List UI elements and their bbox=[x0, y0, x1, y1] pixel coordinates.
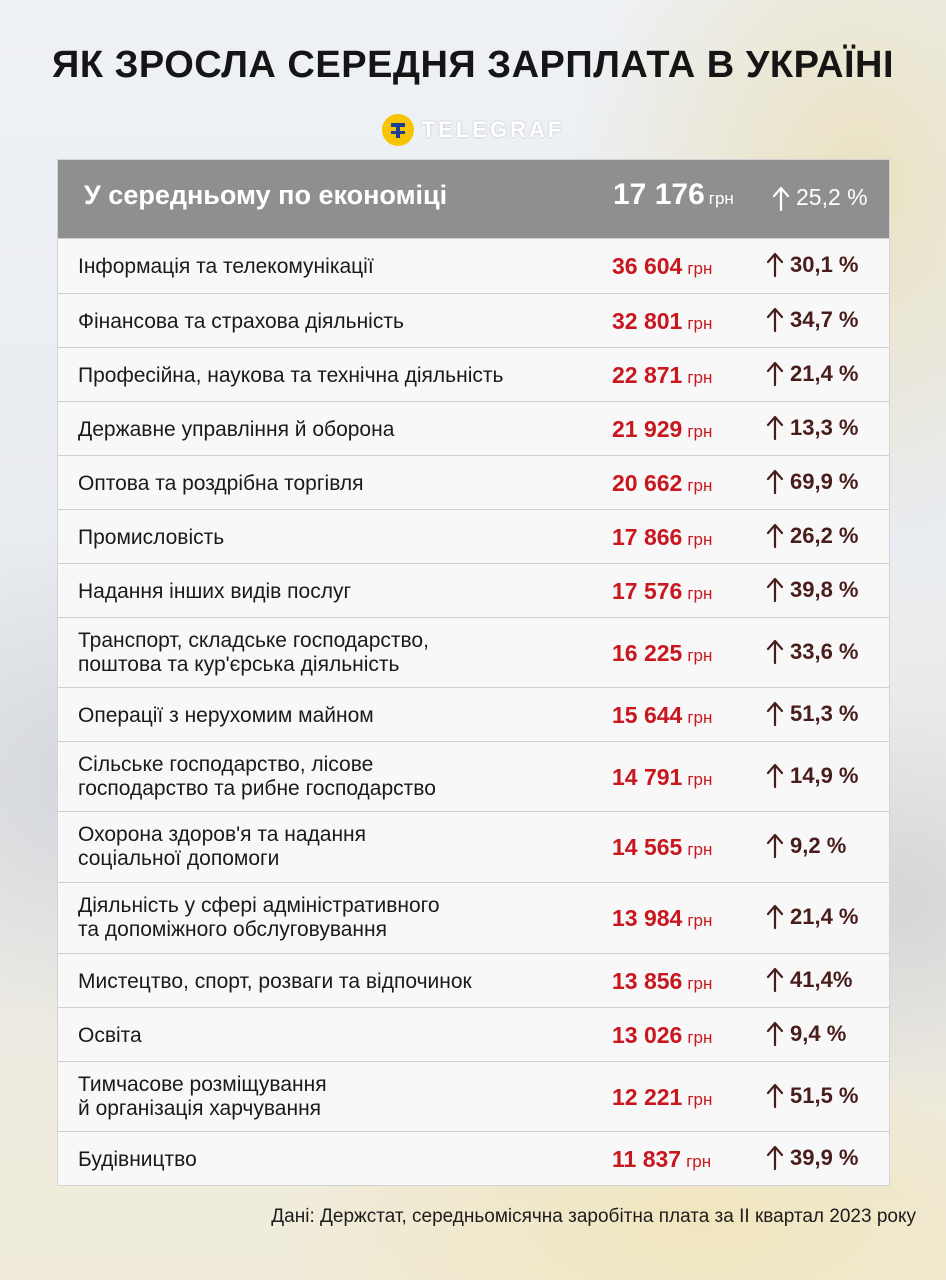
row-change bbox=[766, 469, 859, 495]
arrow-up-icon bbox=[766, 415, 784, 441]
row-value-number: 13 984 bbox=[612, 905, 683, 931]
row-label: Освіта bbox=[78, 1023, 142, 1047]
row-change bbox=[766, 307, 859, 333]
row-change bbox=[766, 639, 859, 665]
row-change bbox=[766, 1145, 859, 1171]
row-change-value: 26,2 % bbox=[790, 522, 859, 548]
row-label: Охорона здоров'я та надання соціальної допомоги bbox=[78, 823, 367, 870]
row-value-number: 14 565 bbox=[612, 834, 683, 860]
table-row bbox=[58, 509, 889, 563]
row-value bbox=[612, 416, 712, 443]
arrow-up-icon bbox=[766, 469, 784, 495]
row-value-number: 12 221 bbox=[612, 1083, 683, 1110]
row-value bbox=[612, 578, 712, 605]
row-change-value: 51,3 % bbox=[790, 700, 859, 726]
arrow-up-icon bbox=[766, 763, 784, 789]
row-value-unit: грн bbox=[687, 583, 713, 603]
summary-change bbox=[772, 184, 868, 212]
summary-value bbox=[613, 178, 734, 212]
row-value-number: 16 225 bbox=[612, 639, 683, 666]
row-label: Діяльність у сфері адміністративного та допоміжного обслуговування bbox=[78, 894, 440, 941]
row-change-value: 69,9 % bbox=[790, 468, 859, 494]
table-row bbox=[58, 687, 889, 741]
row-change bbox=[766, 833, 846, 859]
arrow-up-icon bbox=[766, 701, 784, 727]
summary-value-unit: грн bbox=[708, 189, 734, 208]
row-value bbox=[612, 702, 712, 729]
row-label: Мистецтво, спорт, розваги та відпочинок bbox=[78, 969, 472, 993]
row-value-unit: грн bbox=[687, 645, 713, 665]
row-value-number: 32 801 bbox=[612, 307, 683, 334]
row-change-value: 33,6 % bbox=[790, 638, 859, 664]
row-label: Державне управління й оборона bbox=[78, 417, 395, 441]
arrow-up-icon bbox=[766, 639, 784, 665]
row-value bbox=[612, 1084, 712, 1111]
row-value-number: 17 576 bbox=[612, 577, 683, 604]
row-value-unit: грн bbox=[687, 911, 713, 930]
row-value bbox=[612, 308, 712, 335]
table-row bbox=[58, 811, 889, 882]
row-value-number: 21 929 bbox=[612, 415, 683, 442]
row-label: Сільське господарство, лісове господарство та рибне господарство bbox=[78, 752, 436, 800]
row-label: Професійна, наукова та технічна діяльність bbox=[78, 363, 504, 387]
row-value bbox=[612, 1146, 711, 1173]
arrow-up-icon bbox=[772, 186, 790, 212]
row-value-number: 13 856 bbox=[612, 967, 683, 994]
row-value-number: 15 644 bbox=[612, 701, 683, 728]
row-value bbox=[612, 253, 712, 280]
row-change-value: 13,3 % bbox=[790, 414, 859, 440]
summary-value-number: 17 176 bbox=[613, 178, 705, 211]
row-label: Тимчасове розміщування й організація харчування bbox=[78, 1072, 327, 1120]
table-row bbox=[58, 1131, 889, 1185]
row-change-value: 39,9 % bbox=[790, 1144, 859, 1170]
row-value bbox=[612, 640, 712, 667]
arrow-up-icon bbox=[766, 361, 784, 387]
row-value-unit: грн bbox=[687, 367, 713, 387]
row-value-unit: грн bbox=[687, 973, 713, 993]
row-label: Інформація та телекомунікації bbox=[78, 255, 374, 278]
arrow-up-icon bbox=[766, 307, 784, 333]
row-change-value: 21,4 % bbox=[790, 904, 859, 929]
table-row bbox=[58, 238, 889, 293]
row-label: Транспорт, складське господарство, поштова та кур'єрська діяльність bbox=[78, 628, 429, 676]
row-change bbox=[766, 701, 859, 727]
row-value-unit: грн bbox=[686, 1151, 712, 1171]
row-value-unit: грн bbox=[687, 313, 713, 333]
row-value bbox=[612, 470, 712, 497]
row-value-number: 11 837 bbox=[612, 1145, 682, 1172]
table-row bbox=[58, 1061, 889, 1131]
summary-label: У середньому по економіці bbox=[84, 180, 448, 210]
table-body bbox=[58, 238, 889, 1185]
row-label: Надання інших видів послуг bbox=[78, 579, 352, 603]
arrow-up-icon bbox=[766, 904, 784, 930]
row-value-unit: грн bbox=[687, 529, 713, 549]
arrow-up-icon bbox=[766, 967, 784, 993]
row-value bbox=[612, 834, 712, 861]
row-value-unit: грн bbox=[687, 421, 713, 441]
row-value-number: 17 866 bbox=[612, 523, 683, 550]
table-row bbox=[58, 741, 889, 811]
row-value-unit: грн bbox=[687, 259, 713, 278]
table-row bbox=[58, 347, 889, 401]
row-value bbox=[612, 764, 712, 791]
table-row bbox=[58, 953, 889, 1007]
row-change-value: 14,9 % bbox=[790, 762, 859, 788]
row-change-value: 41,4% bbox=[790, 966, 853, 992]
table-row bbox=[58, 455, 889, 509]
table-row bbox=[58, 617, 889, 687]
row-change bbox=[766, 1083, 859, 1109]
salary-table bbox=[57, 159, 890, 1186]
arrow-up-icon bbox=[766, 523, 784, 549]
row-value-unit: грн bbox=[687, 840, 713, 859]
row-change bbox=[766, 252, 859, 278]
brand-name: TELEGRAF bbox=[421, 117, 565, 142]
row-change bbox=[766, 967, 852, 993]
row-value bbox=[612, 362, 712, 389]
row-change-value: 34,7 % bbox=[790, 306, 859, 332]
table-row bbox=[58, 882, 889, 953]
row-value-unit: грн bbox=[687, 769, 713, 789]
row-change-value: 51,5 % bbox=[790, 1082, 859, 1108]
row-value-number: 13 026 bbox=[612, 1021, 683, 1048]
row-change-value: 21,4 % bbox=[790, 360, 859, 386]
row-change bbox=[766, 577, 859, 603]
row-change bbox=[766, 415, 859, 441]
arrow-up-icon bbox=[766, 252, 784, 278]
table-row bbox=[58, 563, 889, 617]
summary-change-value: 25,2 % bbox=[796, 184, 868, 210]
arrow-up-icon bbox=[766, 833, 784, 859]
row-value-unit: грн bbox=[687, 1089, 713, 1109]
row-label: Будівництво bbox=[78, 1147, 197, 1171]
arrow-up-icon bbox=[766, 1145, 784, 1171]
table-row bbox=[58, 401, 889, 455]
row-change bbox=[766, 1021, 846, 1047]
row-label: Промисловість bbox=[78, 525, 225, 549]
telegraf-t-logo-icon bbox=[382, 114, 414, 146]
table-row bbox=[58, 293, 889, 347]
source-note: Дані: Держстат, середньомісячна заробітна плата за II квартал 2023 року bbox=[271, 1206, 916, 1227]
row-change bbox=[766, 904, 859, 930]
row-value-number: 22 871 bbox=[612, 361, 683, 388]
summary-row bbox=[58, 160, 889, 238]
row-change-value: 9,4 % bbox=[790, 1020, 847, 1046]
arrow-up-icon bbox=[766, 577, 784, 603]
arrow-up-icon bbox=[766, 1083, 784, 1109]
row-value bbox=[612, 1022, 712, 1049]
row-value-number: 36 604 bbox=[612, 253, 683, 279]
row-label: Оптова та роздрібна торгівля bbox=[78, 471, 364, 495]
table-row bbox=[58, 1007, 889, 1061]
row-value bbox=[612, 524, 712, 551]
row-value-unit: грн bbox=[687, 707, 713, 727]
row-label: Фінансова та страхова діяльність bbox=[78, 309, 404, 333]
row-value bbox=[612, 968, 712, 995]
row-change bbox=[766, 361, 859, 387]
row-change bbox=[766, 523, 859, 549]
row-change-value: 9,2 % bbox=[790, 833, 847, 858]
row-change bbox=[766, 763, 859, 789]
row-label: Операції з нерухомим майном bbox=[78, 703, 374, 727]
row-value-unit: грн bbox=[687, 475, 713, 495]
page-title: ЯК ЗРОСЛА СЕРЕДНЯ ЗАРПЛАТА В УКРАЇНІ bbox=[52, 44, 894, 86]
row-change-value: 30,1 % bbox=[790, 252, 859, 277]
row-value-number: 20 662 bbox=[612, 469, 683, 496]
row-value-number: 14 791 bbox=[612, 763, 683, 790]
row-value bbox=[612, 905, 712, 932]
brand bbox=[0, 112, 946, 148]
row-change-value: 39,8 % bbox=[790, 576, 859, 602]
row-value-unit: грн bbox=[687, 1027, 713, 1047]
arrow-up-icon bbox=[766, 1021, 784, 1047]
